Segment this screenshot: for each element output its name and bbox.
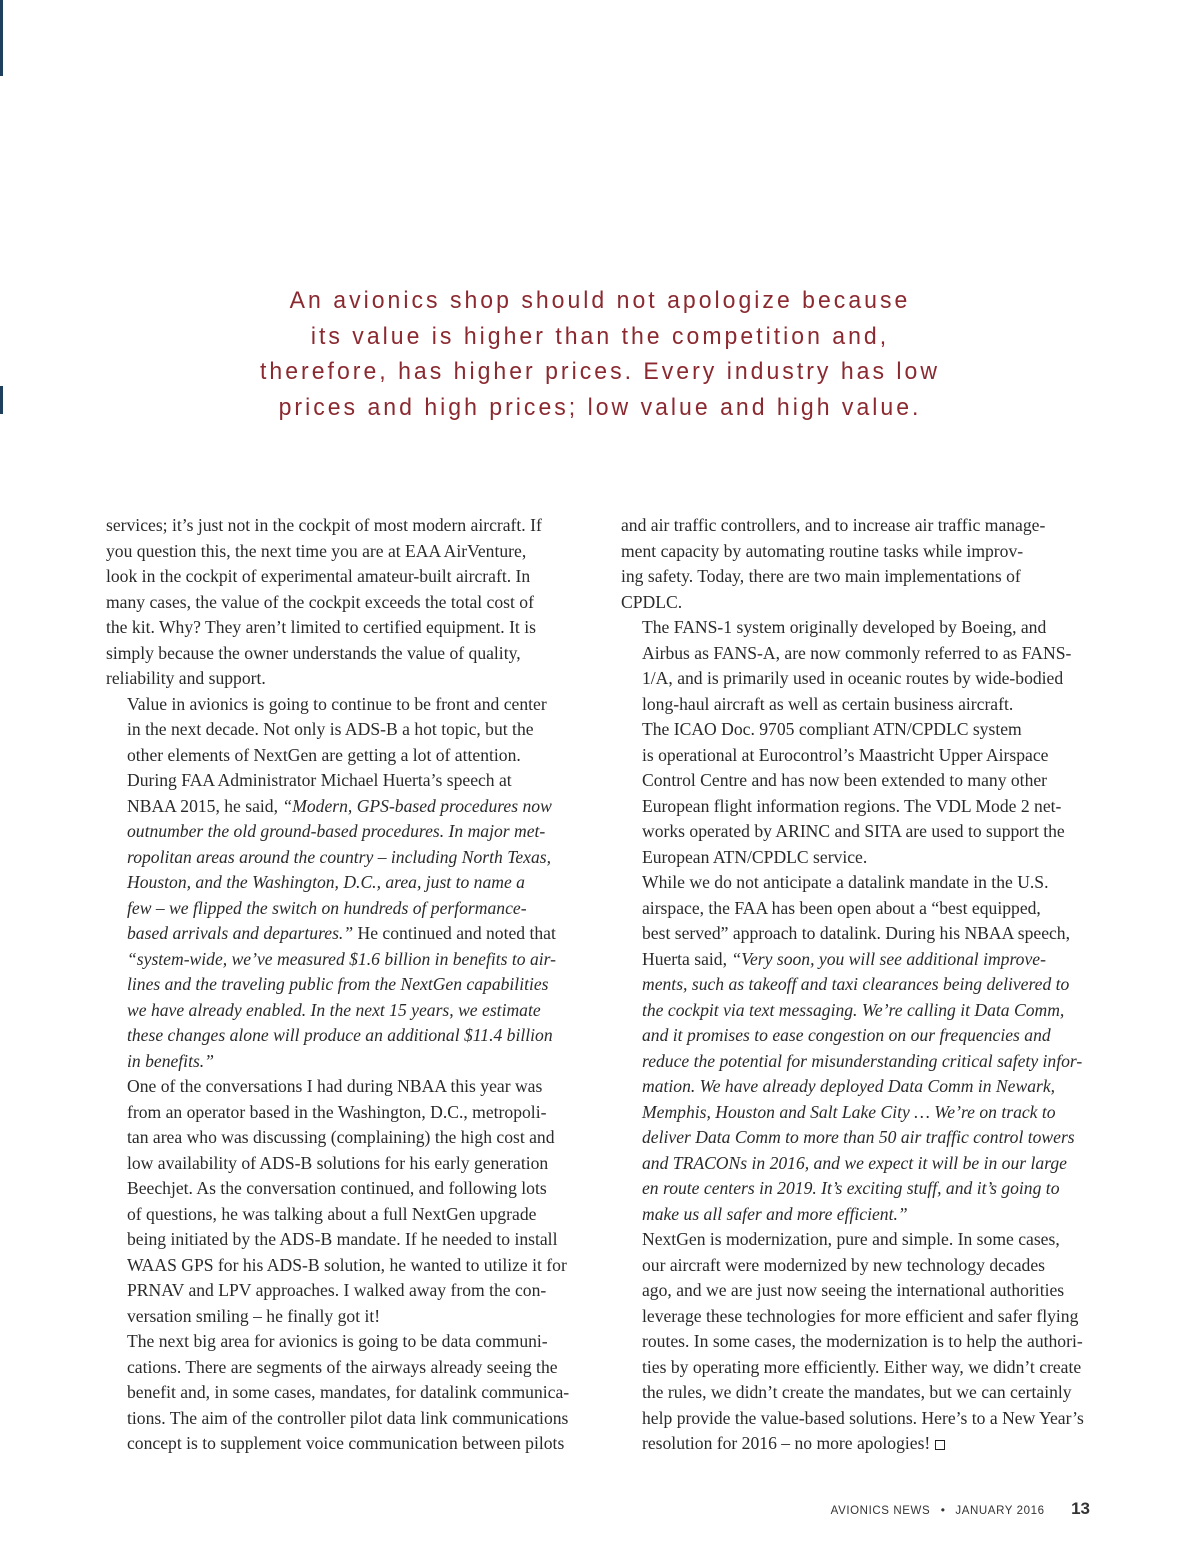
body-text: Huerta said, <box>642 948 732 969</box>
quoted-text: these changes alone will produce an additional $11.4 billion <box>127 1025 553 1045</box>
body-text: routes. In some cases, the modernization is to help the authori- <box>642 1331 1083 1351</box>
text-line <box>106 590 590 616</box>
text-line <box>621 819 1105 845</box>
text-line <box>106 1151 590 1177</box>
body-text: tan area who was discussing (complaining) the high cost and <box>127 1127 555 1147</box>
text-line <box>106 896 590 922</box>
text-line <box>106 870 590 896</box>
quoted-text: few – we flipped the switch on hundreds of performance- <box>127 897 527 918</box>
text-line <box>106 1227 590 1253</box>
body-text: benefit and, in some cases, mandates, for datalink communica- <box>127 1382 570 1402</box>
quoted-text: outnumber the old ground-based procedures. In major met- <box>127 821 546 841</box>
text-line <box>106 972 590 998</box>
article-paragraph <box>621 717 1105 870</box>
text-line <box>106 1074 590 1100</box>
text-line <box>621 1406 1105 1432</box>
body-text: in the next decade. Not only is ADS-B a hot topic, but the <box>127 719 534 739</box>
page-footer <box>831 1499 1090 1519</box>
text-line <box>106 1202 590 1228</box>
body-text: the rules, we didn’t create the mandates, but we can certainly <box>642 1382 1072 1402</box>
text-line <box>621 921 1105 947</box>
body-text: versation smiling – he finally got it! <box>127 1305 381 1326</box>
article-paragraph <box>106 768 590 1074</box>
article-paragraph <box>106 1329 590 1457</box>
quoted-text: “Modern, GPS-based procedures now <box>282 795 552 816</box>
quoted-text: Memphis, Houston and Salt Lake City … We’re on track to <box>642 1101 1056 1122</box>
text-line <box>106 845 590 871</box>
footer-separator: • <box>940 1503 945 1517</box>
body-text: Airbus as FANS-A, are now commonly referred to as FANS- <box>642 642 1072 663</box>
text-line <box>106 1355 590 1381</box>
quoted-text: the cockpit via text messaging. We’re calling it Data Comm, <box>642 999 1065 1020</box>
text-line <box>106 539 590 565</box>
text-line <box>106 998 590 1024</box>
body-text: of questions, he was talking about a full NextGen upgrade <box>127 1203 537 1224</box>
text-line <box>106 794 590 820</box>
body-text: The next big area for avionics is going to be data communi- <box>127 1331 548 1351</box>
text-line <box>106 692 590 718</box>
quoted-text: and TRACONs in 2016, and we expect it will be in our large <box>642 1152 1067 1173</box>
body-text: CPDLC. <box>621 591 683 612</box>
text-line <box>621 590 1105 616</box>
pull-quote-line: An avionics shop should not apologize because <box>289 287 911 314</box>
body-text: Value in avionics is going to continue to be front and center <box>127 693 547 714</box>
text-line <box>106 1431 590 1457</box>
text-line <box>621 1278 1105 1304</box>
body-text: ment capacity by automating routine tasks while improv- <box>621 540 1024 561</box>
body-text: concept is to supplement voice communication between pilots <box>127 1433 565 1453</box>
article-paragraph <box>106 1074 590 1329</box>
quoted-text: Houston, and the Washington, D.C., area, just to name a <box>127 872 525 892</box>
issue-date: JANUARY 2016 <box>955 1505 1045 1517</box>
text-line <box>621 1049 1105 1075</box>
quoted-text: mation. We have already deployed Data Comm in Newark, <box>642 1076 1056 1096</box>
body-text: many cases, the value of the cockpit exceeds the total cost of <box>106 591 534 612</box>
body-text: being initiated by the ADS-B mandate. If he needed to install <box>127 1229 558 1249</box>
text-line <box>621 1355 1105 1381</box>
text-line <box>621 641 1105 667</box>
body-text: leverage these technologies for more efficient and safer flying <box>642 1305 1079 1326</box>
quoted-text: ropolitan areas around the country – including North Texas, <box>127 846 552 867</box>
body-text: long-haul aircraft as well as certain business aircraft. <box>642 693 1014 714</box>
pull-quote <box>224 283 976 425</box>
text-line <box>621 692 1105 718</box>
text-line <box>621 998 1105 1024</box>
end-of-article-box-icon <box>935 1440 945 1450</box>
text-line <box>621 845 1105 871</box>
body-text: best served” approach to datalink. During his NBAA speech, <box>642 923 1071 943</box>
text-line <box>106 615 590 641</box>
body-text: cations. There are segments of the airways already seeing the <box>127 1356 558 1377</box>
quoted-text: lines and the traveling public from the NextGen capabilities <box>127 974 549 994</box>
body-text: from an operator based in the Washington, D.C., metropoli- <box>127 1101 547 1122</box>
text-line <box>106 564 590 590</box>
body-text: 1/A, and is primarily used in oceanic routes by wide-bodied <box>642 668 1064 688</box>
body-text: help provide the value-based solutions. Here’s to a New Year’s <box>642 1407 1084 1428</box>
body-text: other elements of NextGen are getting a lot of attention. <box>127 744 521 765</box>
text-line <box>621 794 1105 820</box>
text-line <box>621 666 1105 692</box>
text-line <box>106 1329 590 1355</box>
body-text: works operated by ARINC and SITA are used to support the <box>642 821 1065 841</box>
text-line <box>106 1125 590 1151</box>
text-line <box>106 1023 590 1049</box>
article-paragraph <box>621 870 1105 1227</box>
quoted-text: deliver Data Comm to more than 50 air traffic control towers <box>642 1127 1075 1147</box>
body-text: During FAA Administrator Michael Huerta’s speech at <box>127 770 512 790</box>
text-line <box>621 1176 1105 1202</box>
quoted-text: make us all safer and more efficient.” <box>642 1203 908 1224</box>
quoted-text: we have already enabled. In the next 15 years, we estimate <box>127 999 541 1020</box>
body-text: is operational at Eurocontrol’s Maastricht Upper Airspace <box>642 744 1049 765</box>
text-line <box>621 1100 1105 1126</box>
quoted-text: “system-wide, we’ve measured $1.6 billion in benefits to air- <box>127 948 557 969</box>
body-text: The FANS-1 system originally developed by Boeing, and <box>642 617 1047 637</box>
page-number: 13 <box>1071 1499 1090 1518</box>
text-line <box>106 641 590 667</box>
body-text: simply because the owner understands the value of quality, <box>106 642 521 663</box>
body-text: European ATN/CPDLC service. <box>642 846 868 867</box>
text-line <box>106 819 590 845</box>
body-text: Control Centre and has now been extended to many other <box>642 770 1048 790</box>
text-line <box>621 1380 1105 1406</box>
article-paragraph <box>621 513 1105 615</box>
text-line <box>621 1227 1105 1253</box>
text-line <box>621 870 1105 896</box>
publication-name: AVIONICS NEWS <box>830 1505 931 1517</box>
body-text: WAAS GPS for his ADS-B solution, he wanted to utilize it for <box>127 1254 567 1275</box>
text-line <box>106 513 590 539</box>
pull-quote-line: its value is higher than the competition and, <box>310 322 890 350</box>
body-text: services; it’s just not in the cockpit of most modern aircraft. If <box>106 515 542 535</box>
text-line <box>106 1380 590 1406</box>
quoted-text: ments, such as takeoff and taxi clearances being delivered to <box>642 974 1070 994</box>
quoted-text: “Very soon, you will see additional improve- <box>731 948 1046 969</box>
body-text: reliability and support. <box>106 668 266 688</box>
text-line <box>106 717 590 743</box>
article-paragraph <box>621 1227 1105 1457</box>
text-line <box>621 896 1105 922</box>
text-line <box>621 1253 1105 1279</box>
body-text: tions. The aim of the controller pilot data link communications <box>127 1407 569 1428</box>
article-paragraph <box>621 615 1105 717</box>
body-text: look in the cockpit of experimental amateur-built aircraft. In <box>106 566 531 586</box>
pull-quote-line: prices and high prices; low value and high value. <box>278 393 922 421</box>
text-line <box>106 947 590 973</box>
article-column-left <box>106 513 590 1457</box>
body-text: ing safety. Today, there are two main implementations of <box>621 566 1021 586</box>
edge-marker-top <box>0 0 3 76</box>
text-line <box>106 743 590 769</box>
body-text: the kit. Why? They aren’t limited to certified equipment. It is <box>106 617 536 637</box>
body-text: While we do not anticipate a datalink mandate in the U.S. <box>642 872 1049 892</box>
body-text: NBAA 2015, he said, <box>127 795 283 816</box>
text-line <box>106 1253 590 1279</box>
body-text: PRNAV and LPV approaches. I walked away from the con- <box>127 1280 547 1300</box>
text-line <box>106 768 590 794</box>
quoted-text: based arrivals and departures.” <box>127 923 354 943</box>
body-text: resolution for 2016 – no more apologies! <box>642 1433 931 1453</box>
pull-quote-line: therefore, has higher prices. Every industry has low <box>260 358 940 385</box>
text-line <box>621 1431 1105 1457</box>
text-line <box>621 768 1105 794</box>
text-line <box>621 743 1105 769</box>
text-line <box>106 1278 590 1304</box>
quoted-text: reduce the potential for misunderstanding critical safety infor- <box>642 1050 1083 1071</box>
edge-marker-middle <box>0 386 3 414</box>
text-line <box>621 1074 1105 1100</box>
quoted-text: in benefits.” <box>127 1050 214 1071</box>
article-column-right <box>621 513 1105 1457</box>
text-line <box>621 564 1105 590</box>
text-line <box>621 513 1105 539</box>
body-text: and air traffic controllers, and to increase air traffic manage- <box>621 515 1046 535</box>
body-text: European flight information regions. The VDL Mode 2 net- <box>642 795 1062 816</box>
body-text: Beechjet. As the conversation continued, and following lots <box>127 1178 547 1198</box>
body-text: One of the conversations I had during NBAA this year was <box>127 1076 543 1096</box>
text-line <box>621 947 1105 973</box>
text-line <box>106 1176 590 1202</box>
text-line <box>621 1329 1105 1355</box>
body-text: you question this, the next time you are at EAA AirVenture, <box>106 540 527 561</box>
text-line <box>621 1125 1105 1151</box>
text-line <box>621 1023 1105 1049</box>
body-text: The ICAO Doc. 9705 compliant ATN/CPDLC system <box>642 719 1022 739</box>
body-text: ago, and we are just now seeing the international authorities <box>642 1280 1065 1300</box>
text-line <box>106 921 590 947</box>
text-line <box>621 717 1105 743</box>
article-paragraph <box>106 692 590 769</box>
text-line <box>106 666 590 692</box>
text-line <box>621 1151 1105 1177</box>
text-line <box>621 1304 1105 1330</box>
body-text: ties by operating more efficiently. Either way, we didn’t create <box>642 1356 1082 1377</box>
article-paragraph <box>106 513 590 692</box>
quoted-text: and it promises to ease congestion on our frequencies and <box>642 1025 1051 1045</box>
text-line <box>621 972 1105 998</box>
body-text: our aircraft were modernized by new technology decades <box>642 1254 1046 1275</box>
text-line <box>106 1049 590 1075</box>
text-line <box>106 1100 590 1126</box>
text-line <box>621 1202 1105 1228</box>
body-text: airspace, the FAA has been open about a “best equipped, <box>642 897 1041 918</box>
text-line <box>621 539 1105 565</box>
text-line <box>106 1406 590 1432</box>
body-text: NextGen is modernization, pure and simple. In some cases, <box>642 1229 1060 1249</box>
text-line <box>621 615 1105 641</box>
body-text: He continued and noted that <box>353 923 556 943</box>
quoted-text: en route centers in 2019. It’s exciting stuff, and it’s going to <box>642 1178 1060 1198</box>
body-text: low availability of ADS-B solutions for his early generation <box>127 1152 549 1173</box>
text-line <box>106 1304 590 1330</box>
